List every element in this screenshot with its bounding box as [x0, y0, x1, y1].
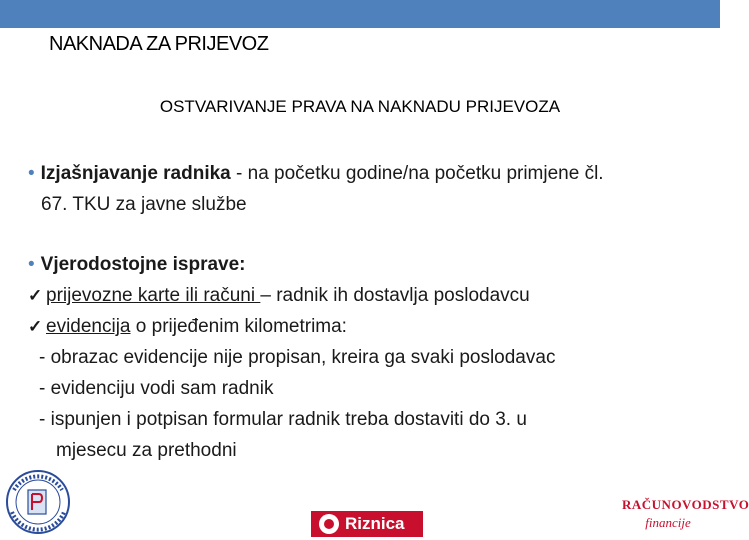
slide-subtitle: OSTVARIVANJE PRAVA NA NAKNADU PRIJEVOZA	[159, 97, 561, 116]
racunovodstvo-logo-bottom: financije	[645, 515, 691, 530]
racunovodstvo-logo-top: RAČUNOVODSTVO	[622, 497, 749, 512]
check-1-underlined: prijevozne karte ili računi	[46, 285, 261, 306]
check-item-2	[28, 311, 708, 342]
bullet-item-2	[28, 249, 708, 280]
sub-item-2: - evidenciju vodi sam radnik	[39, 378, 274, 399]
sub-item-3-continuation: mjesecu za prethodni	[56, 440, 237, 461]
check-2-text: o prijeđenim kilometrima:	[130, 316, 347, 337]
checkmark-icon: ✓	[28, 286, 43, 305]
checkmark-icon: ✓	[28, 317, 43, 336]
check-item-1	[28, 280, 708, 311]
bullet-1-continuation: 67. TKU za javne službe	[41, 194, 247, 215]
bullet-dot-icon: •	[28, 254, 35, 275]
top-accent-bar	[0, 0, 720, 28]
check-1-text: – radnik ih dostavlja poslodavcu	[260, 285, 530, 306]
emblem-icon	[319, 514, 339, 534]
racunovodstvo-logo	[622, 497, 749, 539]
riznica-logo-text: Riznica	[345, 514, 405, 533]
bullet-dot-icon: •	[28, 163, 35, 184]
bullet-1-text: - na početku godine/na početku primjene čl.	[230, 163, 604, 184]
seal-logo	[4, 468, 72, 536]
bullet-item-1	[28, 158, 708, 189]
slide-content	[28, 158, 708, 466]
riznica-logo	[311, 511, 423, 537]
check-2-underlined: evidencija	[46, 316, 131, 337]
slide-title: NAKNADA ZA PRIJEVOZ	[49, 33, 269, 55]
bullet-1-bold: Izjašnjavanje radnika	[40, 163, 231, 184]
sub-item-1: - obrazac evidencije nije propisan, kreira ga svaki poslodavac	[39, 347, 556, 368]
bullet-2-heading: Vjerodostojne isprave:	[40, 254, 246, 275]
sub-item-3: - ispunjen i potpisan formular radnik treba dostaviti do 3. u	[39, 409, 527, 430]
